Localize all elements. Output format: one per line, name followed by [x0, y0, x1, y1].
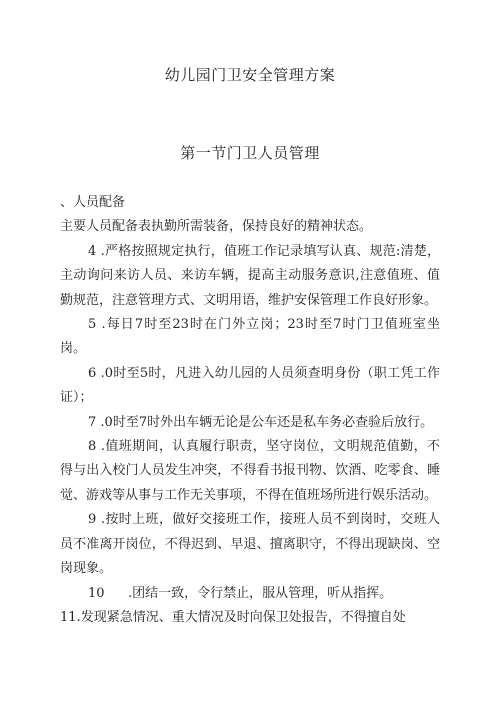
document-title: 幼儿园门卫安全管理方案: [164, 66, 336, 84]
list-item: [60, 411, 440, 435]
item-number: 11.: [60, 609, 81, 625]
item-number: 4: [88, 243, 97, 259]
item-text: .按时上班，做好交接班工作，接班人员不到岗时，交班人员不准离开岗位，不得迟到、早退、擅离职守，不得出现缺岗、空岗现象。: [60, 512, 440, 577]
item-text: 发现紧急情况、重大情况及时向保卫处报告，不得擅自处: [80, 609, 406, 625]
item-number: 6: [88, 365, 97, 381]
list-item: [60, 313, 440, 362]
item-number: 9: [88, 512, 97, 528]
item-text: .值班期间，认真履行职责，坚守岗位，文明规范值勤，不得与出入校门人员发生冲突，不得看书报刊物、饮酒、吃零食、睡觉、游戏等从事与工作无关事项，不得在值班场所进行娱乐活动。: [60, 439, 440, 503]
intro-paragraph: 主要人员配备表执勤所需装备，保持良好的精神状态。: [60, 219, 373, 235]
item-text: .每日7时至23时在门外立岗；23时至7时门卫值班室坐岗。: [60, 317, 440, 357]
item-text: .团结一致，令行禁止，服从管理，听从指挥。: [128, 585, 393, 601]
item-text: .0时至7时外出车辆无论是公车还是私车务必查验后放行。: [96, 414, 434, 430]
item-number: 7: [88, 414, 97, 430]
list-item: [60, 435, 440, 508]
item-number: 5: [88, 317, 97, 333]
list-item: [60, 606, 440, 630]
item-text: .严格按照规定执行，值班工作记录填写认真、规范:清楚，主动询问来访人员、来访车辆，提高主动服务意识,注意值班、值勤规范，注意管理方式、文明用语，维护安保管理工作良好形象。: [60, 243, 440, 308]
item-number: 8: [88, 439, 97, 455]
sub-heading: 、人员配备: [60, 195, 126, 210]
section-title: 第一节门卫人员管理: [180, 144, 320, 162]
list-item: [60, 508, 440, 581]
item-number: 10: [88, 585, 105, 601]
list-item: [60, 240, 440, 313]
list-item: [60, 582, 440, 606]
list-item: [60, 362, 440, 411]
document-body: [60, 191, 440, 630]
item-text: .0时至5时，凡进入幼儿园的人员须查明身份（职工凭工作证）；: [60, 365, 440, 406]
